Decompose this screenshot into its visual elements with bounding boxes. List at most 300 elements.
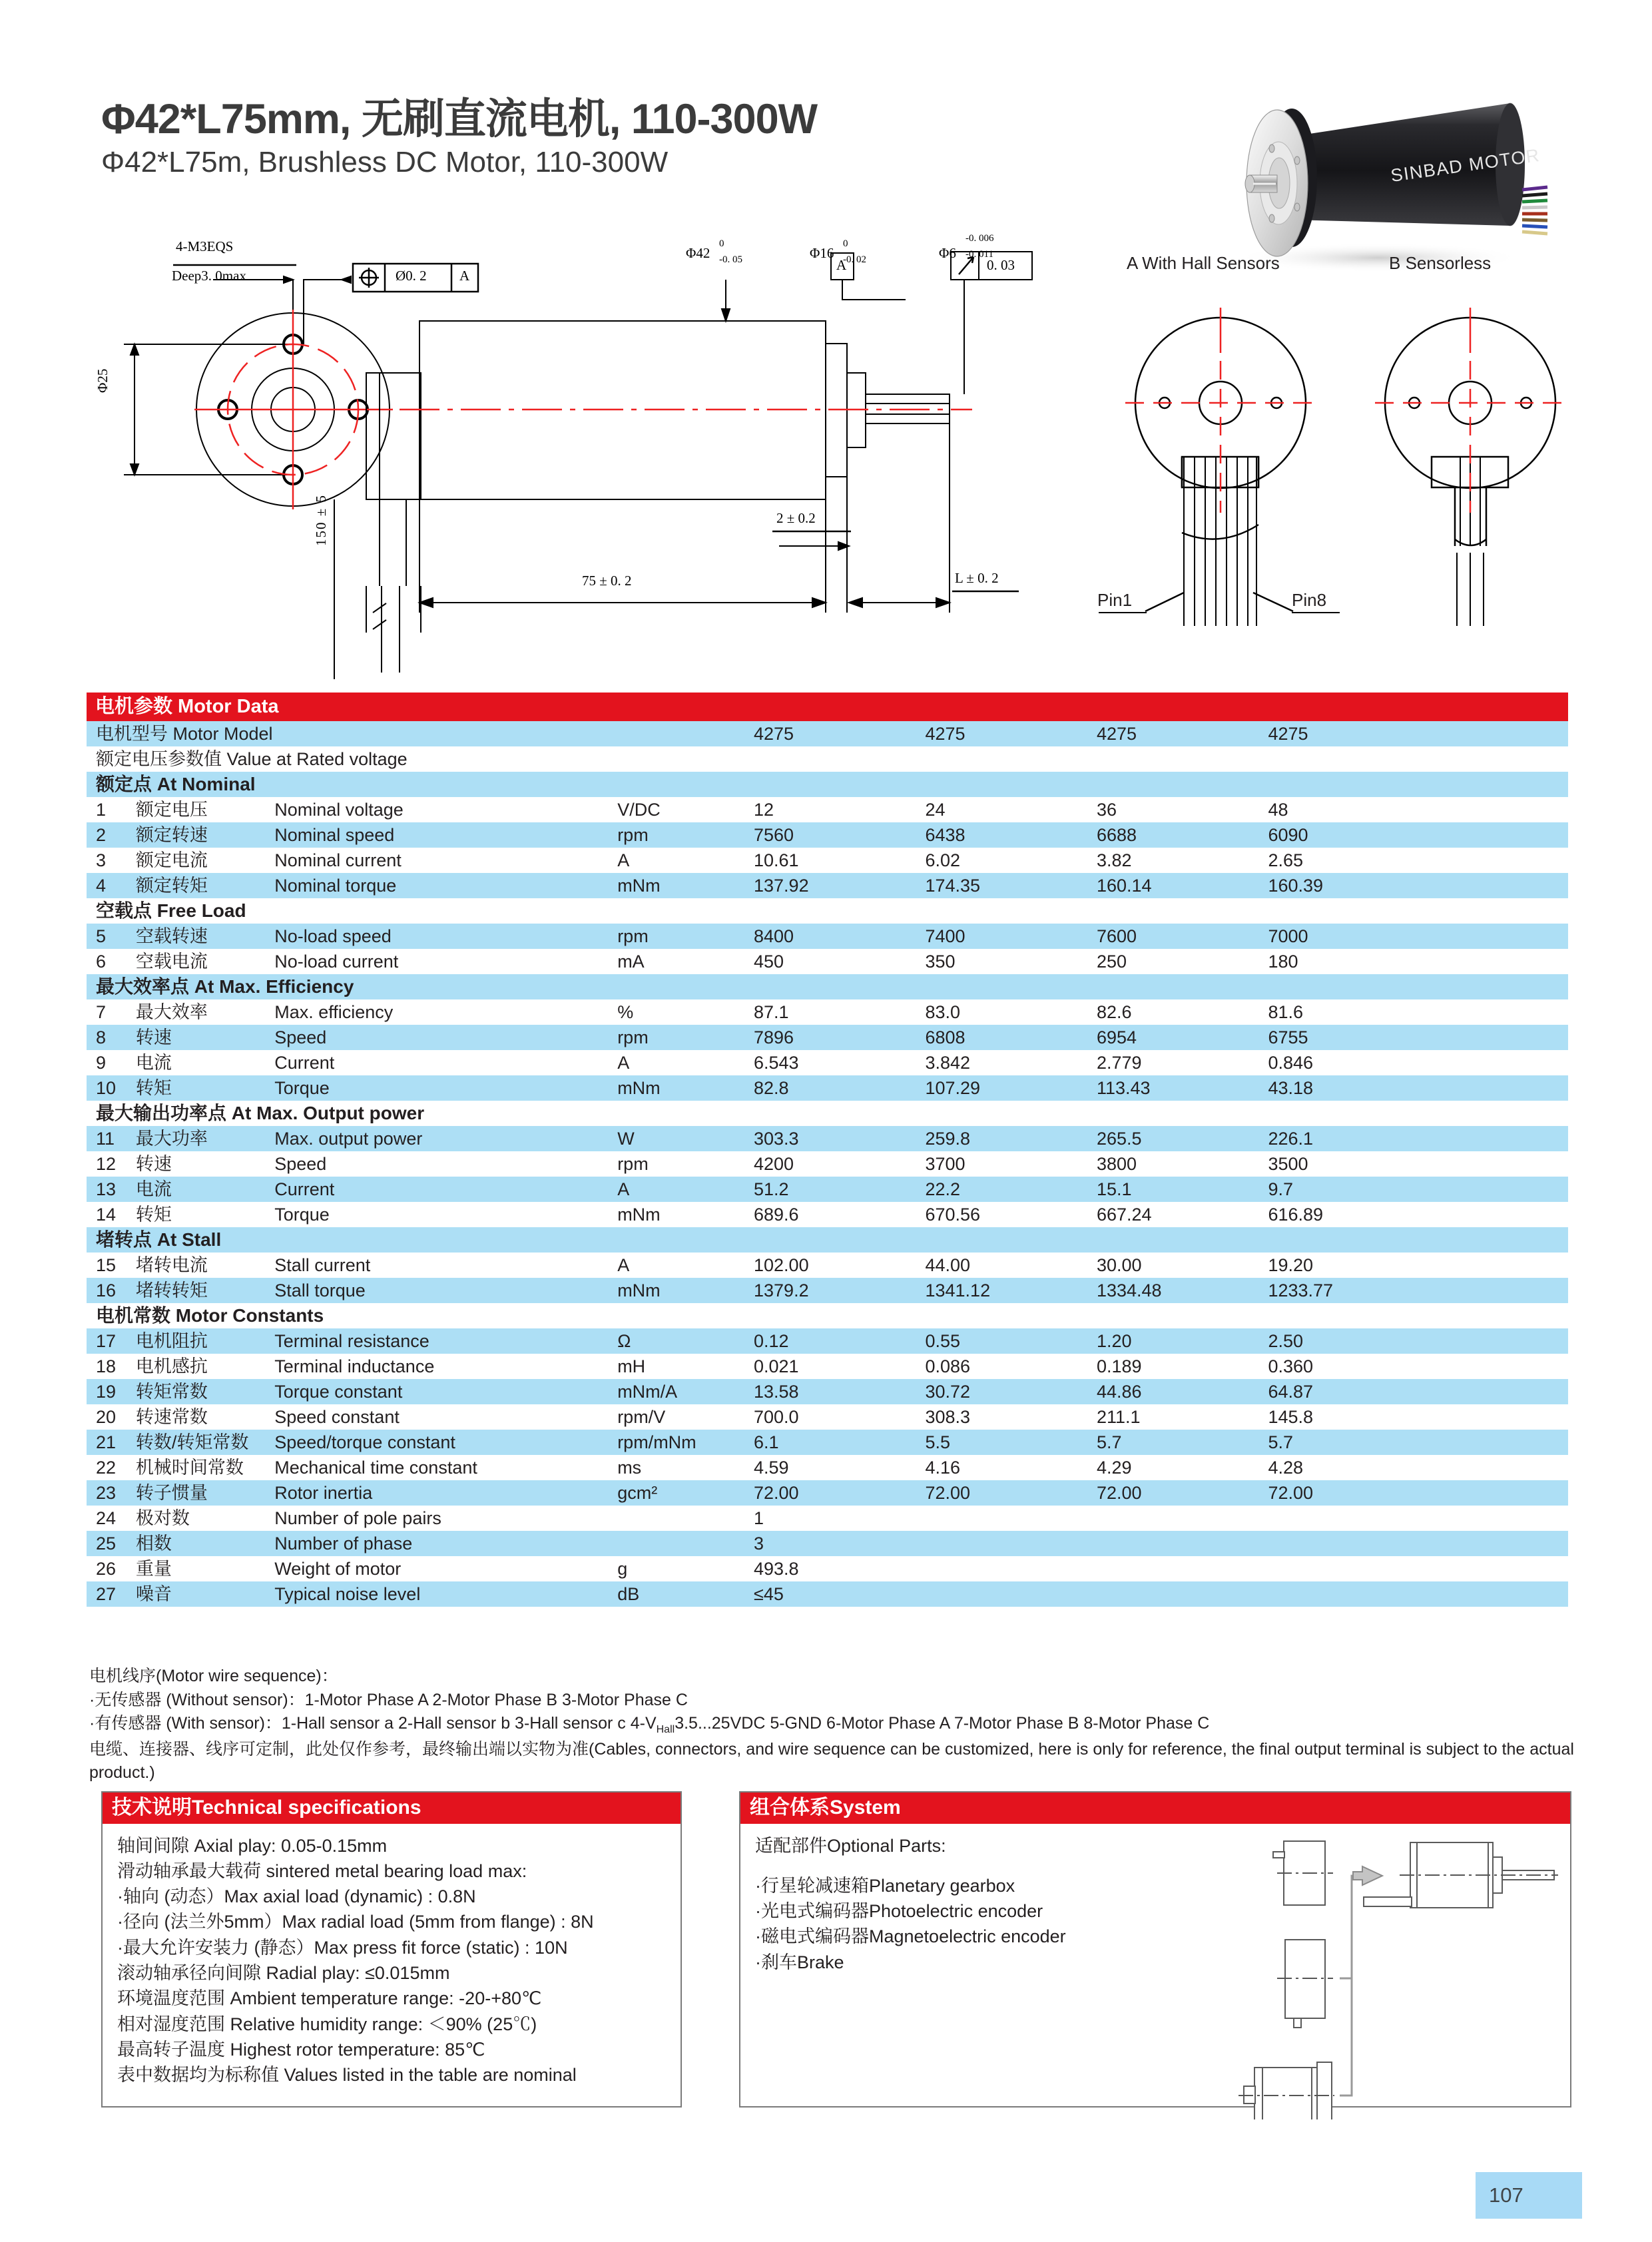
row-26-value-4 (1264, 1556, 1435, 1581)
section-title-6: 电机常数 Motor Constants (87, 1303, 1568, 1328)
note-line-4: 电缆、连接器、线序可定制，此处仅作参考，最终输出端以实物为准(Cables, connectors, and wire sequence can be customized, here is only for reference, the final output terminal is subject to the actual product.) (89, 1739, 1574, 1783)
row-22-value-1: 4.59 (750, 1455, 921, 1480)
value-at-rated-row (87, 746, 1568, 772)
row-12-value-2: 3700 (921, 1151, 1092, 1177)
table-row (87, 797, 1568, 822)
row-spacer (1436, 1430, 1568, 1455)
row-23-value-4: 72.00 (1264, 1480, 1435, 1506)
row-18-value-4: 0.360 (1264, 1354, 1435, 1379)
row-1-number: 1 (87, 797, 132, 822)
wire-sequence-notes (89, 1665, 1574, 1785)
spec-line-2: 滑动轴承最大载荷 sintered metal bearing load max: (117, 1860, 527, 1881)
row-27-value-3 (1093, 1581, 1264, 1607)
note-line-2: ·无传感器 (Without sensor)：1-Motor Phase A 2-Motor Phase B 3-Motor Phase C (89, 1690, 688, 1709)
row-14-number: 14 (87, 1202, 132, 1227)
pin1-label: Pin1 (1097, 590, 1133, 610)
thread-note-line2: Deep3. 0max (172, 268, 246, 284)
row-23-value-1: 72.00 (750, 1480, 921, 1506)
row-14-unit: mNm (613, 1202, 750, 1227)
row-24-label-en: Number of pole pairs (270, 1506, 613, 1531)
spec-box-body (103, 1824, 681, 2088)
row-23-value-2: 72.00 (921, 1480, 1092, 1506)
section-title-3: 最大效率点 At Max. Efficiency (87, 974, 1568, 999)
row-1-value-1: 12 (750, 797, 921, 822)
row-spacer (1436, 848, 1568, 873)
row-6-value-3: 250 (1093, 949, 1264, 974)
row-20-number: 20 (87, 1404, 132, 1430)
pin8-label: Pin8 (1292, 590, 1327, 610)
row-11-value-3: 265.5 (1093, 1126, 1264, 1151)
spec-line-6: 滚动轴承径向间隙 Radial play: ≤0.015mm (117, 1963, 450, 1984)
row-8-unit: rpm (613, 1025, 750, 1050)
row-spacer (1436, 1404, 1568, 1430)
row-2-unit: rpm (613, 822, 750, 848)
motor-model-value-4: 4275 (1264, 721, 1435, 746)
optional-part-4: ·刹车Brake (755, 1952, 844, 1972)
row-8-label-en: Speed (270, 1025, 613, 1050)
row-5-value-2: 7400 (921, 924, 1092, 949)
technical-drawing (87, 213, 1571, 679)
table-row (87, 1050, 1568, 1075)
table-row (87, 873, 1568, 898)
row-4-value-2: 174.35 (921, 873, 1092, 898)
row-23-number: 23 (87, 1480, 132, 1506)
section-title-row (87, 1101, 1568, 1126)
row-10-number: 10 (87, 1075, 132, 1101)
body-dia-tol-upper: 0 (719, 238, 724, 249)
row-18-label-cn: 电机感抗 (132, 1354, 270, 1379)
row-16-value-1: 1379.2 (750, 1278, 921, 1303)
table-row (87, 949, 1568, 974)
row-26-unit: g (613, 1556, 750, 1581)
row-spacer (1436, 999, 1568, 1025)
row-15-value-4: 19.20 (1264, 1253, 1435, 1278)
row-20-value-3: 211.1 (1093, 1404, 1264, 1430)
motor-model-value-1: 4275 (750, 721, 921, 746)
row-20-value-1: 700.0 (750, 1404, 921, 1430)
row-1-label-cn: 额定电压 (132, 797, 270, 822)
section-title-1: 额定点 At Nominal (87, 772, 1568, 797)
note-line-3 (89, 1712, 1574, 1738)
row-21-value-2: 5.5 (921, 1430, 1092, 1455)
row-23-unit: gcm² (613, 1480, 750, 1506)
row-4-value-4: 160.39 (1264, 873, 1435, 898)
body-length-dim: 75 ± 0. 2 (582, 573, 632, 589)
row-10-value-3: 113.43 (1093, 1075, 1264, 1101)
section-title-row (87, 1303, 1568, 1328)
table-row (87, 1354, 1568, 1379)
row-10-unit: mNm (613, 1075, 750, 1101)
row-9-value-1: 6.543 (750, 1050, 921, 1075)
pilot-dia-tol-upper: 0 (843, 238, 848, 249)
datum-a-label: A (836, 257, 847, 273)
section-title-row (87, 1227, 1568, 1253)
runout-value: 0. 03 (987, 257, 1015, 273)
row-22-number: 22 (87, 1455, 132, 1480)
page-title (101, 97, 817, 179)
row-spacer (1436, 1455, 1568, 1480)
table-row (87, 1126, 1568, 1151)
row-17-value-1: 0.12 (750, 1328, 921, 1354)
row-15-label-en: Stall current (270, 1253, 613, 1278)
row-14-value-2: 670.56 (921, 1202, 1092, 1227)
row-16-label-en: Stall torque (270, 1278, 613, 1303)
row-24-number: 24 (87, 1506, 132, 1531)
row-14-label-en: Torque (270, 1202, 613, 1227)
page-number: 107 (1476, 2172, 1582, 2219)
row-16-value-3: 1334.48 (1093, 1278, 1264, 1303)
row-19-label-cn: 转矩常数 (132, 1379, 270, 1404)
row-8-value-1: 7896 (750, 1025, 921, 1050)
row-25-value-3 (1093, 1531, 1264, 1556)
row-7-value-2: 83.0 (921, 999, 1092, 1025)
row-spacer (1436, 1328, 1568, 1354)
optional-parts-intro: 适配部件Optional Parts: (755, 1835, 946, 1856)
row-27-value-4 (1264, 1581, 1435, 1607)
row-18-value-2: 0.086 (921, 1354, 1092, 1379)
body-dia-tol-lower: -0. 05 (719, 254, 742, 265)
row-spacer (1436, 822, 1568, 848)
table-row (87, 999, 1568, 1025)
row-12-label-en: Speed (270, 1151, 613, 1177)
spec-line-10: 表中数据均为标称值 Values listed in the table are nominal (117, 2065, 577, 2086)
motor-model-value-3: 4275 (1093, 721, 1264, 746)
row-spacer (1436, 1202, 1568, 1227)
row-15-number: 15 (87, 1253, 132, 1278)
table-row (87, 1379, 1568, 1404)
table-header-row (87, 693, 1568, 721)
row-17-value-3: 1.20 (1093, 1328, 1264, 1354)
row-spacer (1436, 1506, 1568, 1531)
table-row (87, 1430, 1568, 1455)
motor-model-label: 电机型号 Motor Model (87, 721, 613, 746)
row-20-value-2: 308.3 (921, 1404, 1092, 1430)
row-9-label-cn: 电流 (132, 1050, 270, 1075)
row-1-value-4: 48 (1264, 797, 1435, 822)
row-1-value-3: 36 (1093, 797, 1264, 822)
row-10-value-1: 82.8 (750, 1075, 921, 1101)
row-4-number: 4 (87, 873, 132, 898)
row-8-value-2: 6808 (921, 1025, 1092, 1050)
table-row (87, 1404, 1568, 1430)
table-row (87, 1075, 1568, 1101)
optional-part-2: ·光电式编码器Photoelectric encoder (755, 1901, 1043, 1922)
flange-thickness-dim: 2 ± 0.2 (776, 510, 816, 526)
row-17-value-2: 0.55 (921, 1328, 1092, 1354)
row-13-value-2: 22.2 (921, 1177, 1092, 1202)
row-14-label-cn: 转矩 (132, 1202, 270, 1227)
row-2-number: 2 (87, 822, 132, 848)
table-row (87, 1202, 1568, 1227)
row-22-value-2: 4.16 (921, 1455, 1092, 1480)
wire-length-dim: 150 ± 5 (313, 493, 329, 546)
row-2-label-en: Nominal speed (270, 822, 613, 848)
row-1-unit: V/DC (613, 797, 750, 822)
row-9-value-3: 2.779 (1093, 1050, 1264, 1075)
row-8-label-cn: 转速 (132, 1025, 270, 1050)
row-18-unit: mH (613, 1354, 750, 1379)
row-23-label-en: Rotor inertia (270, 1480, 613, 1506)
row-22-value-4: 4.28 (1264, 1455, 1435, 1480)
variant-a-label: A With Hall Sensors (1127, 253, 1280, 273)
row-2-label-cn: 额定转速 (132, 822, 270, 848)
table-row (87, 1455, 1568, 1480)
row-20-label-cn: 转速常数 (132, 1404, 270, 1430)
row-17-label-en: Terminal resistance (270, 1328, 613, 1354)
row-10-label-cn: 转矩 (132, 1075, 270, 1101)
technical-specifications-box (101, 1791, 682, 2107)
row-spacer (1436, 1177, 1568, 1202)
row-16-value-2: 1341.12 (921, 1278, 1092, 1303)
row-10-value-2: 107.29 (921, 1075, 1092, 1101)
row-22-value-3: 4.29 (1093, 1455, 1264, 1480)
table-row (87, 1506, 1568, 1531)
row-25-number: 25 (87, 1531, 132, 1556)
row-17-label-cn: 电机阻抗 (132, 1328, 270, 1354)
row-4-value-3: 160.14 (1093, 873, 1264, 898)
title-chinese: Φ42*L75mm, 无刷直流电机, 110-300W (101, 96, 818, 142)
row-spacer (1436, 1025, 1568, 1050)
row-spacer (1436, 1151, 1568, 1177)
row-24-value-2 (921, 1506, 1092, 1531)
table-row (87, 1278, 1568, 1303)
row-spacer (1436, 873, 1568, 898)
table-row (87, 1556, 1568, 1581)
section-title-row (87, 898, 1568, 924)
row-17-unit: Ω (613, 1328, 750, 1354)
row-16-unit: mNm (613, 1278, 750, 1303)
row-21-label-en: Speed/torque constant (270, 1430, 613, 1455)
row-spacer (1436, 1253, 1568, 1278)
row-15-value-1: 102.00 (750, 1253, 921, 1278)
row-18-value-3: 0.189 (1093, 1354, 1264, 1379)
row-7-unit: % (613, 999, 750, 1025)
row-7-label-en: Max. efficiency (270, 999, 613, 1025)
row-6-unit: mA (613, 949, 750, 974)
row-27-label-cn: 噪音 (132, 1581, 270, 1607)
row-13-value-1: 51.2 (750, 1177, 921, 1202)
row-20-value-4: 145.8 (1264, 1404, 1435, 1430)
row-6-label-en: No-load current (270, 949, 613, 974)
note-line-3-pre: ·有传感器 (With sensor)：1-Hall sensor a 2-Hall sensor b 3-Hall sensor c 4-V (89, 1714, 657, 1733)
row-16-label-cn: 堵转转矩 (132, 1278, 270, 1303)
row-spacer (1436, 797, 1568, 822)
row-22-label-cn: 机械时间常数 (132, 1455, 270, 1480)
row-13-label-en: Current (270, 1177, 613, 1202)
spec-line-7: 环境温度范围 Ambient temperature range: -20-+80℃ (117, 1988, 542, 2009)
row-4-value-1: 137.92 (750, 873, 921, 898)
row-26-number: 26 (87, 1556, 132, 1581)
row-spacer (1436, 924, 1568, 949)
gdt-datum-letter: A (459, 268, 470, 284)
row-3-value-4: 2.65 (1264, 848, 1435, 873)
row-2-value-3: 6688 (1093, 822, 1264, 848)
note-line-1: 电机线序(Motor wire sequence)： (89, 1667, 338, 1685)
row-13-unit: A (613, 1177, 750, 1202)
row-27-value-2 (921, 1581, 1092, 1607)
row-21-label-cn: 转数/转矩常数 (132, 1430, 270, 1455)
row-spacer (1436, 1556, 1568, 1581)
row-5-unit: rpm (613, 924, 750, 949)
row-4-label-cn: 额定转矩 (132, 873, 270, 898)
row-18-label-en: Terminal inductance (270, 1354, 613, 1379)
row-6-value-2: 350 (921, 949, 1092, 974)
row-3-value-3: 3.82 (1093, 848, 1264, 873)
row-21-value-1: 6.1 (750, 1430, 921, 1455)
row-spacer (1436, 1531, 1568, 1556)
row-spacer (1436, 1050, 1568, 1075)
row-16-value-4: 1233.77 (1264, 1278, 1435, 1303)
row-17-value-4: 2.50 (1264, 1328, 1435, 1354)
row-spacer (1436, 949, 1568, 974)
table-row (87, 848, 1568, 873)
row-15-value-3: 30.00 (1093, 1253, 1264, 1278)
row-7-label-cn: 最大效率 (132, 999, 270, 1025)
spec-line-3: ·轴向 (动态）Max axial load (dynamic) : 0.8N (117, 1886, 476, 1907)
row-13-value-3: 15.1 (1093, 1177, 1264, 1202)
row-26-label-en: Weight of motor (270, 1556, 613, 1581)
row-25-value-4 (1264, 1531, 1435, 1556)
section-title-4: 最大输出功率点 At Max. Output power (87, 1101, 1568, 1126)
row-3-number: 3 (87, 848, 132, 873)
note-line-3-post: 3.5...25VDC 5-GND 6-Motor Phase A 7-Motor Phase B 8-Motor Phase C (675, 1714, 1210, 1733)
table-row (87, 1480, 1568, 1506)
variant-b-label: B Sensorless (1389, 253, 1492, 273)
row-11-value-4: 226.1 (1264, 1126, 1435, 1151)
title-english: Φ42*L75m, Brushless DC Motor, 110-300W (101, 146, 669, 179)
row-15-label-cn: 堵转电流 (132, 1253, 270, 1278)
row-11-number: 11 (87, 1126, 132, 1151)
row-5-number: 5 (87, 924, 132, 949)
row-2-value-1: 7560 (750, 822, 921, 848)
row-26-value-3 (1093, 1556, 1264, 1581)
row-5-label-cn: 空载转速 (132, 924, 270, 949)
row-spacer (1436, 1354, 1568, 1379)
row-26-value-2 (921, 1556, 1092, 1581)
row-11-unit: W (613, 1126, 750, 1151)
row-3-value-1: 10.61 (750, 848, 921, 873)
row-25-unit (613, 1531, 750, 1556)
row-15-value-2: 44.00 (921, 1253, 1092, 1278)
row-27-value-1: ≤45 (750, 1581, 921, 1607)
row-12-number: 12 (87, 1151, 132, 1177)
row-14-value-1: 689.6 (750, 1202, 921, 1227)
row-spacer (1436, 1480, 1568, 1506)
table-row (87, 1531, 1568, 1556)
row-5-label-en: No-load speed (270, 924, 613, 949)
spec-line-4: ·径向 (法兰外5mm）Max radial load (5mm from flange) : 8N (117, 1912, 594, 1932)
row-7-value-4: 81.6 (1264, 999, 1435, 1025)
row-14-value-3: 667.24 (1093, 1202, 1264, 1227)
body-diameter-dim: Φ42 (686, 245, 710, 261)
row-6-number: 6 (87, 949, 132, 974)
section-title-row (87, 974, 1568, 999)
pilot-dia-tol-lower: -0. 02 (843, 254, 866, 265)
section-title-2: 空载点 Free Load (87, 898, 1568, 924)
row-18-number: 18 (87, 1354, 132, 1379)
row-24-value-1: 1 (750, 1506, 921, 1531)
table-row (87, 1177, 1568, 1202)
row-8-number: 8 (87, 1025, 132, 1050)
system-box (739, 1791, 1571, 2107)
motor-model-value-2: 4275 (921, 721, 1092, 746)
table-row (87, 1253, 1568, 1278)
row-19-value-3: 44.86 (1093, 1379, 1264, 1404)
row-24-label-cn: 极对数 (132, 1506, 270, 1531)
table-row (87, 924, 1568, 949)
table-row (87, 1328, 1568, 1354)
row-10-value-4: 43.18 (1264, 1075, 1435, 1101)
row-12-label-cn: 转速 (132, 1151, 270, 1177)
row-21-number: 21 (87, 1430, 132, 1455)
row-6-label-cn: 空载电流 (132, 949, 270, 974)
row-9-number: 9 (87, 1050, 132, 1075)
sys-box-header: 组合体系System (740, 1793, 1570, 1824)
sys-box-body (740, 1824, 1570, 1976)
row-2-value-2: 6438 (921, 822, 1092, 848)
row-6-value-1: 450 (750, 949, 921, 974)
row-7-value-3: 82.6 (1093, 999, 1264, 1025)
row-spacer (1436, 1379, 1568, 1404)
row-7-value-1: 87.1 (750, 999, 921, 1025)
row-4-label-en: Nominal torque (270, 873, 613, 898)
spec-line-9: 最高转子温度 Highest rotor temperature: 85℃ (117, 2040, 485, 2060)
shaft-diameter-dim: Φ6 (939, 245, 956, 261)
drawing-svg (87, 213, 1571, 679)
row-19-value-1: 13.58 (750, 1379, 921, 1404)
row-13-value-4: 9.7 (1264, 1177, 1435, 1202)
thread-note-line1: 4-M3EQS (176, 238, 234, 254)
row-spacer (1436, 1075, 1568, 1101)
row-21-unit: rpm/mNm (613, 1430, 750, 1455)
row-13-label-cn: 电流 (132, 1177, 270, 1202)
row-11-label-en: Max. output power (270, 1126, 613, 1151)
row-3-label-cn: 额定电流 (132, 848, 270, 873)
row-20-label-en: Speed constant (270, 1404, 613, 1430)
row-9-value-4: 0.846 (1264, 1050, 1435, 1075)
row-6-value-4: 180 (1264, 949, 1435, 974)
optional-part-1: ·行星轮减速箱Planetary gearbox (755, 1875, 1015, 1896)
row-11-value-1: 303.3 (750, 1126, 921, 1151)
row-22-label-en: Mechanical time constant (270, 1455, 613, 1480)
row-22-unit: ms (613, 1455, 750, 1480)
table-row (87, 1025, 1568, 1050)
section-title-row (87, 772, 1568, 797)
row-1-label-en: Nominal voltage (270, 797, 613, 822)
row-18-value-1: 0.021 (750, 1354, 921, 1379)
row-12-value-1: 4200 (750, 1151, 921, 1177)
table-header-label: 电机参数 Motor Data (87, 693, 1568, 721)
row-spacer (1436, 721, 1568, 746)
row-16-number: 16 (87, 1278, 132, 1303)
row-25-label-en: Number of phase (270, 1531, 613, 1556)
row-27-unit: dB (613, 1581, 750, 1607)
row-17-number: 17 (87, 1328, 132, 1354)
row-5-value-1: 8400 (750, 924, 921, 949)
row-15-unit: A (613, 1253, 750, 1278)
motor-model-unit (613, 721, 750, 746)
row-25-value-1: 3 (750, 1531, 921, 1556)
row-26-value-1: 493.8 (750, 1556, 921, 1581)
row-19-unit: mNm/A (613, 1379, 750, 1404)
row-2-value-4: 6090 (1264, 822, 1435, 848)
row-19-number: 19 (87, 1379, 132, 1404)
row-7-number: 7 (87, 999, 132, 1025)
row-9-label-en: Current (270, 1050, 613, 1075)
row-spacer (1436, 1581, 1568, 1607)
motor-model-row (87, 721, 1568, 746)
row-13-number: 13 (87, 1177, 132, 1202)
